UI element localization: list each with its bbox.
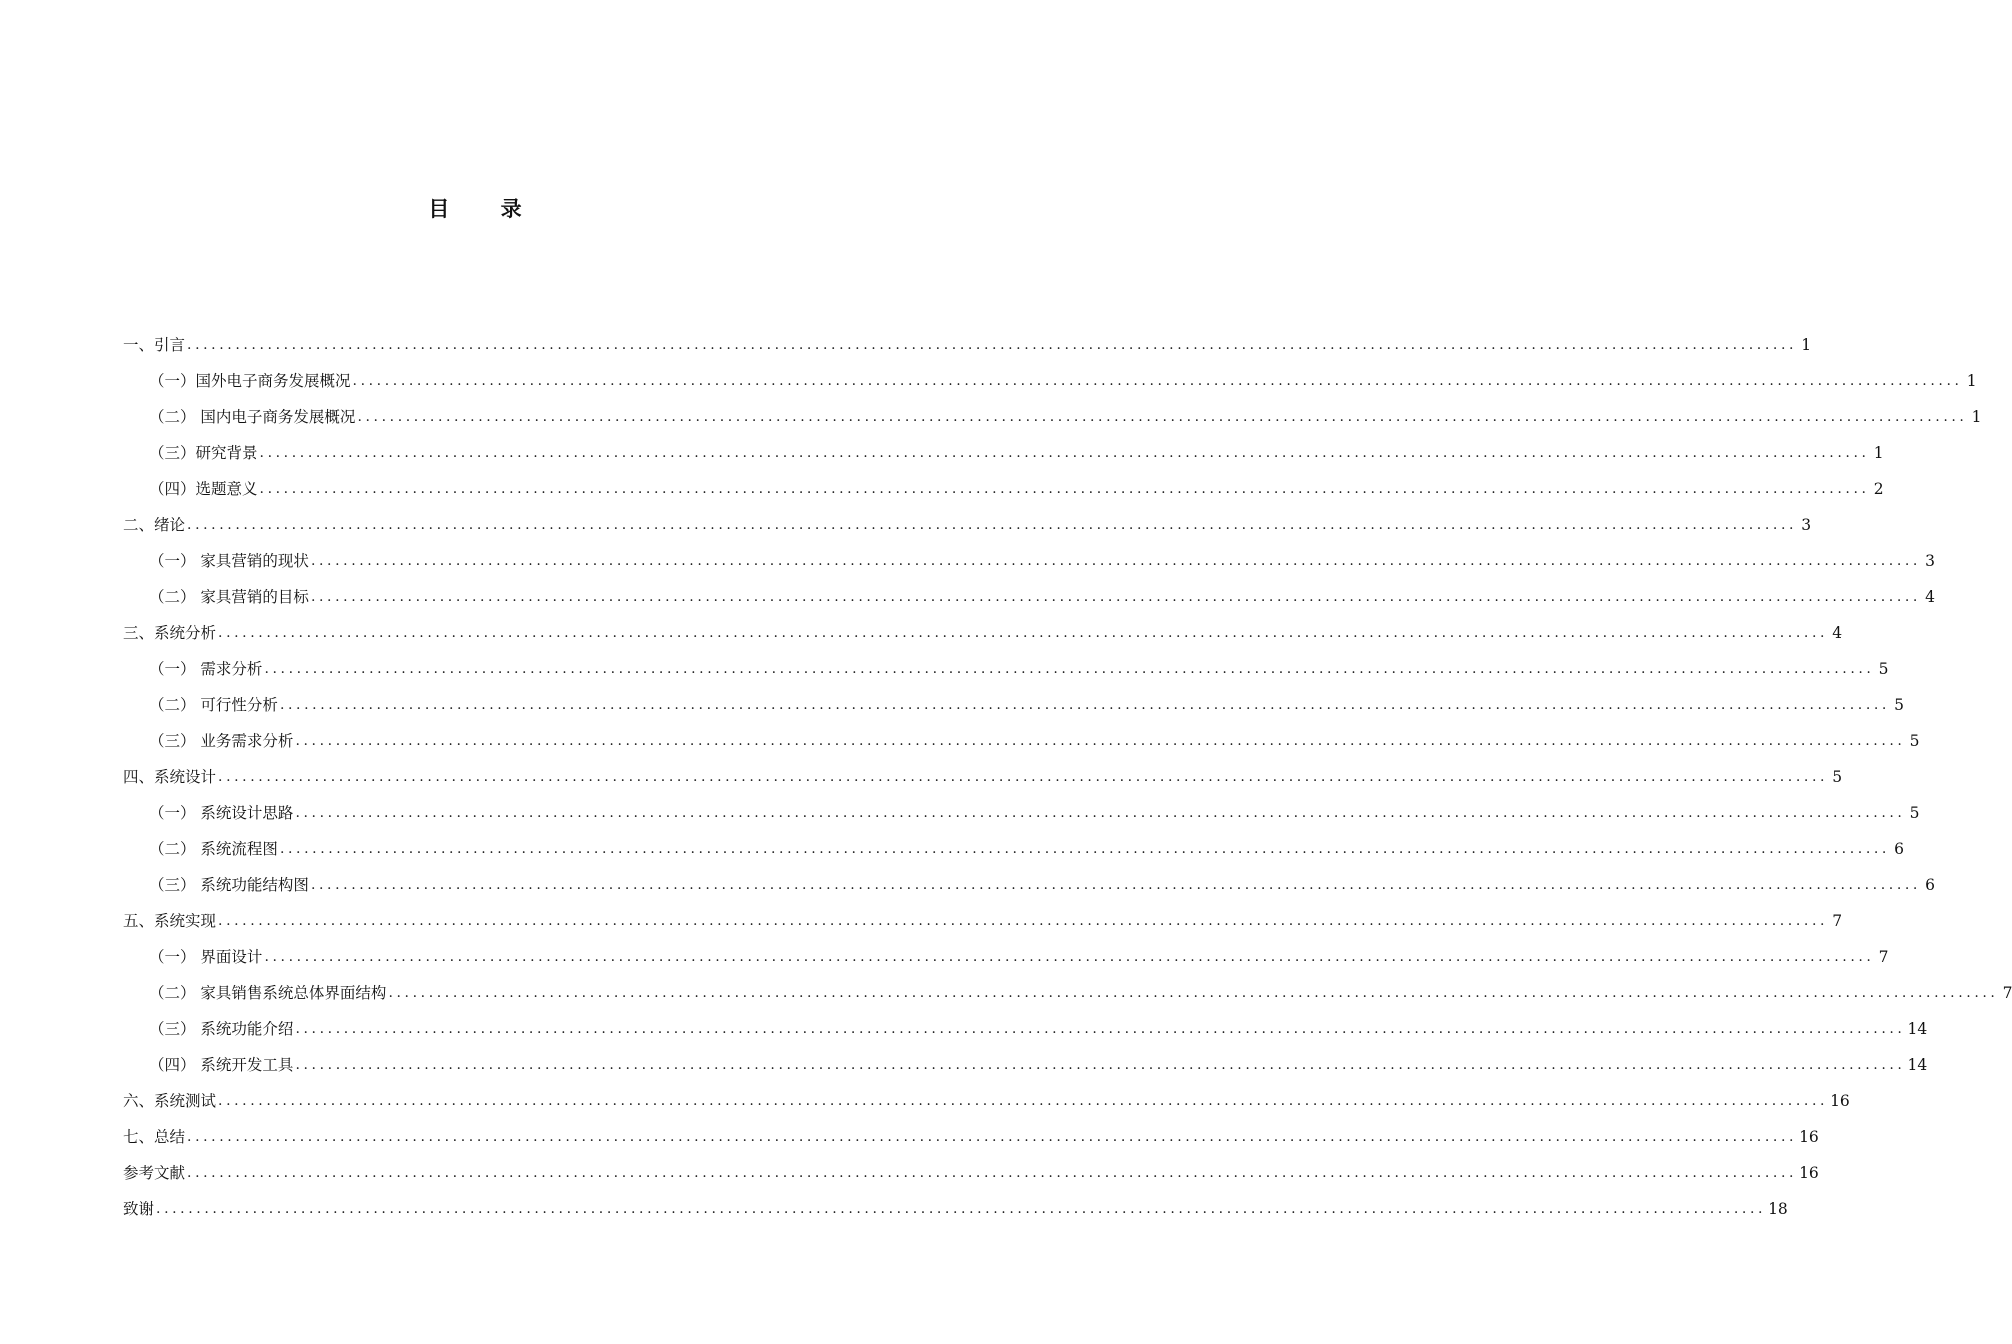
toc-dot-leader: ........................................................................................................................................................................................................ [264, 949, 1875, 965]
toc-entry-label: （一） 界面设计 [149, 948, 263, 966]
toc-dot-leader: ........................................................................................................................................................................................................ [279, 841, 1890, 857]
toc-entry-page: 3 [1925, 552, 1935, 570]
toc-title: 目 录 [428, 197, 544, 221]
toc-entry-label: （三）研究背景 [149, 444, 258, 462]
toc-entry-label: （二） 国内电子商务发展概况 [149, 408, 356, 426]
toc-entry[interactable] [123, 824, 1904, 860]
toc-dot-leader: ........................................................................................................................................................................................................ [187, 517, 1798, 533]
toc-entry[interactable] [123, 464, 1884, 500]
toc-entry-page: 14 [1907, 1020, 1928, 1038]
toc-entry-label: （三） 系统功能介绍 [149, 1020, 294, 1038]
toc-entry[interactable] [123, 356, 1977, 392]
toc-dot-leader: ........................................................................................................................................................................................................ [218, 1093, 1829, 1109]
toc-entry-label: 四、系统设计 [123, 768, 217, 786]
toc-entry[interactable] [123, 1184, 1788, 1220]
toc-dot-leader: ........................................................................................................................................................................................................ [357, 409, 1968, 425]
toc-entry-page: 3 [1801, 516, 1812, 534]
toc-entry-page: 5 [1832, 768, 1843, 786]
toc-entry-label: 七、总结 [123, 1128, 186, 1146]
toc-entry-label: （三） 系统功能结构图 [149, 876, 309, 894]
toc-entry[interactable] [123, 428, 1884, 464]
toc-entry-label: （一） 需求分析 [149, 660, 263, 678]
toc-dot-leader: ........................................................................................................................................................................................................ [259, 481, 1870, 497]
toc-entry[interactable] [123, 788, 1920, 824]
toc-entry-page: 16 [1799, 1164, 1819, 1182]
toc-entry[interactable] [123, 392, 1982, 428]
toc-entry[interactable] [123, 860, 1935, 896]
toc-dot-leader: ........................................................................................................................................................................................................ [295, 733, 1906, 749]
toc-dot-leader: ........................................................................................................................................................................................................ [264, 661, 1875, 677]
toc-entry-label: 三、系统分析 [123, 624, 217, 642]
toc-entry-label: （一）国外电子商务发展概况 [149, 372, 351, 390]
toc-entry[interactable] [123, 1148, 1819, 1184]
toc-entry-page: 4 [1832, 624, 1843, 642]
toc-dot-leader: ........................................................................................................................................................................................................ [218, 769, 1829, 785]
toc-entry[interactable] [123, 1040, 1928, 1076]
toc-entry-label: （二） 可行性分析 [149, 696, 278, 714]
toc-entry[interactable] [123, 968, 2012, 1004]
toc-entry-label: （二） 家具营销的目标 [149, 588, 309, 606]
toc-entry[interactable] [123, 500, 1812, 536]
toc-entry-page: 14 [1907, 1056, 1928, 1074]
toc-dot-leader: ........................................................................................................................................................................................................ [295, 805, 1906, 821]
toc-entry-page: 6 [1925, 876, 1935, 894]
toc-dot-leader: ........................................................................................................................................................................................................ [156, 1201, 1767, 1217]
toc-entry-label: 一、引言 [123, 336, 186, 354]
toc-entry[interactable] [123, 752, 1843, 788]
toc-entry-page: 5 [1878, 660, 1889, 678]
toc-entry-label: （三） 业务需求分析 [149, 732, 294, 750]
toc-entry[interactable] [123, 932, 1889, 968]
toc-entry[interactable] [123, 320, 1812, 356]
toc-entry-page: 2 [1873, 480, 1884, 498]
toc-entry-page: 16 [1830, 1092, 1850, 1110]
toc-entry[interactable] [123, 896, 1843, 932]
toc-dot-leader: ........................................................................................................................................................................................................ [218, 625, 1829, 641]
toc-entry-page: 1 [1966, 372, 1977, 390]
toc-dot-leader: ........................................................................................................................................................................................................ [295, 1021, 1906, 1037]
toc-dot-leader: ........................................................................................................................................................................................................ [279, 697, 1890, 713]
toc-entry-label: 六、系统测试 [123, 1092, 217, 1110]
toc-entry-page: 7 [1832, 912, 1843, 930]
toc-entry-label: 五、系统实现 [123, 912, 217, 930]
toc-entry-label: （四） 系统开发工具 [149, 1056, 294, 1074]
toc-list [123, 320, 2012, 1220]
toc-entry-page: 4 [1925, 588, 1935, 606]
toc-entry-page: 5 [1909, 732, 1920, 750]
toc-entry-label: 二、绪论 [123, 516, 186, 534]
toc-entry-page: 1 [1873, 444, 1884, 462]
toc-entry[interactable] [123, 1004, 1928, 1040]
toc-dot-leader: ........................................................................................................................................................................................................ [388, 985, 1999, 1001]
toc-entry-page: 7 [2002, 984, 2012, 1002]
toc-dot-leader: ........................................................................................................................................................................................................ [352, 373, 1963, 389]
toc-dot-leader: ........................................................................................................................................................................................................ [310, 589, 1921, 605]
toc-entry-page: 5 [1894, 696, 1904, 714]
toc-dot-leader: ........................................................................................................................................................................................................ [187, 1129, 1798, 1145]
toc-entry-page: 7 [1878, 948, 1889, 966]
toc-entry-label: 参考文献 [123, 1164, 186, 1182]
toc-dot-leader: ........................................................................................................................................................................................................ [310, 553, 1921, 569]
toc-entry-label: （四）选题意义 [149, 480, 258, 498]
toc-entry[interactable] [123, 644, 1889, 680]
toc-entry-label: 致谢 [123, 1200, 155, 1218]
toc-dot-leader: ........................................................................................................................................................................................................ [310, 877, 1921, 893]
toc-dot-leader: ........................................................................................................................................................................................................ [218, 913, 1829, 929]
toc-entry-page: 16 [1799, 1128, 1819, 1146]
toc-entry[interactable] [123, 1076, 1850, 1112]
toc-dot-leader: ........................................................................................................................................................................................................ [187, 337, 1798, 353]
toc-entry[interactable] [123, 608, 1843, 644]
toc-entry-page: 1 [1971, 408, 1982, 426]
toc-entry[interactable] [123, 716, 1920, 752]
toc-entry-page: 18 [1768, 1200, 1788, 1218]
toc-dot-leader: ........................................................................................................................................................................................................ [187, 1165, 1798, 1181]
toc-entry-label: （一） 家具营销的现状 [149, 552, 309, 570]
toc-dot-leader: ........................................................................................................................................................................................................ [295, 1057, 1906, 1073]
toc-entry[interactable] [123, 1112, 1819, 1148]
toc-entry-label: （二） 家具销售系统总体界面结构 [149, 984, 387, 1002]
toc-entry[interactable] [123, 680, 1904, 716]
toc-entry[interactable] [123, 572, 1935, 608]
toc-entry-page: 1 [1801, 336, 1812, 354]
toc-entry-label: （二） 系统流程图 [149, 840, 278, 858]
toc-entry-label: （一） 系统设计思路 [149, 804, 294, 822]
toc-entry-page: 5 [1909, 804, 1920, 822]
toc-entry[interactable] [123, 536, 1935, 572]
toc-dot-leader: ........................................................................................................................................................................................................ [259, 445, 1870, 461]
toc-entry-page: 6 [1894, 840, 1904, 858]
